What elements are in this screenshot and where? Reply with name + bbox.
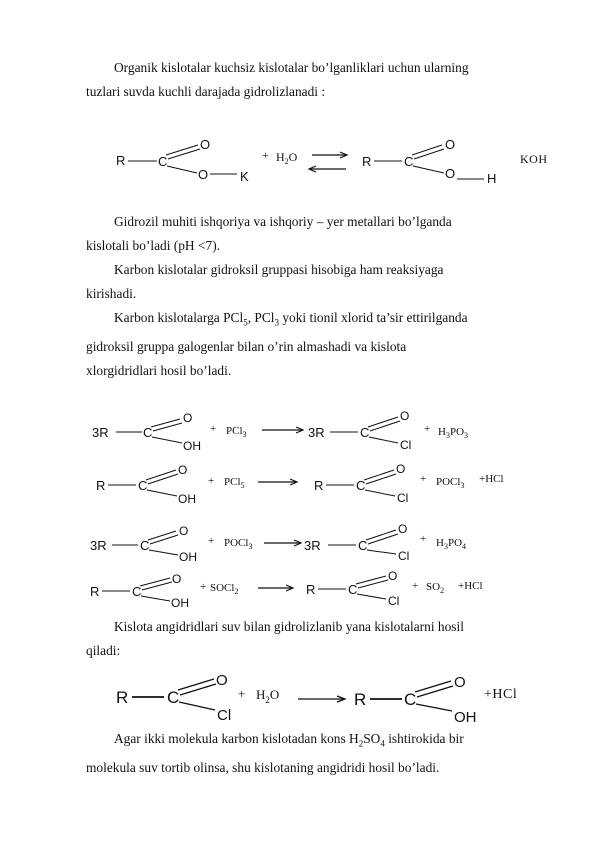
product: $SO_2$ [426,581,445,595]
atom-label: R [306,582,316,597]
atom-label: C [132,584,142,599]
reaction-arrow [264,540,301,546]
plus-sign: + [238,686,246,701]
reagent: POCl$_3$ [224,537,253,551]
atom-label: 3R [90,538,107,553]
text-line: xlorgidridlari hosil bo’ladi. [86,362,232,378]
reaction-arrow [298,696,345,702]
atom-label: OH [179,550,197,564]
atom-label: H [487,171,497,186]
atom-label: R [354,690,367,709]
paragraph-halogenation [86,306,548,382]
atom-label: O [454,674,466,691]
atom-label: R [96,478,106,493]
atom-label: R [90,584,100,599]
plus-sign: + [200,581,207,593]
atom-label: C [158,154,168,169]
atom-label: Cl [397,491,409,505]
atom-label: R [362,154,372,169]
text-line: Kislota angidridlari suv bilan gidrolizlanib yana kislotalarni hosil [114,619,464,634]
atom-label: O [198,167,209,182]
text-line: kirishadi. [86,285,137,301]
text-line: kislotali bo’ladi (pH <7). [86,237,220,253]
equilibrium-arrow [309,152,347,172]
text-line: Organik kislotalar kuchsiz kislotalar bo’lganliklari uchun ularning [114,60,469,75]
product-hcl: +HCl [479,473,504,485]
plus-sign: + [420,533,427,545]
plus-sign: + [424,423,431,435]
atom-label: O [200,137,211,152]
plus-sign: + [262,148,269,162]
atom-label: O [396,462,406,476]
paragraph-hydroxyl [86,258,548,305]
text-line: Karbon kislotalar gidroksil gruppasi hisobiga ham reaksiyaga [114,262,444,277]
atom-label: C [143,425,153,440]
atom-label: K [240,169,249,184]
product-koh: KOH [520,152,548,166]
text-line: tuzlari suvda kuchli darajada gidrolizlanadi : [86,83,326,99]
reagent-water: $H_2O$ [256,687,280,705]
paragraph-medium [86,210,548,257]
atom-label: 3R [308,425,325,440]
product: POCl$_3$ [436,476,465,490]
atom-label: 3R [92,425,109,440]
product: $H_3PO_4$ [436,537,467,551]
atom-label: C [404,690,417,709]
atom-label: OH [178,492,196,506]
text-line: Gidrozil muhiti ishqoriya va ishqoriy – yer metallari bo’lganda [114,214,452,229]
atom-label: C [360,425,370,440]
atom-label: Cl [398,549,410,563]
paragraph-anhydride-formation [86,727,548,780]
atom-label: O [178,463,188,477]
reagent-water: $H_2O$ [276,150,298,166]
atom-label: O [388,569,398,583]
reaction-socl2 [0,570,595,615]
atom-label: O [183,411,193,425]
plus-sign: + [208,535,215,547]
atom-label: O [400,409,410,423]
reaction-pcl5 [0,458,595,506]
reagent: PCl$_5$ [224,476,245,490]
atom-label: 3R [304,538,321,553]
text-line: gidroksil gruppa galogenlar bilan o’rin almashadi va kislota [86,339,407,355]
reaction-salt-hydrolysis [0,135,595,190]
reaction-arrow [258,585,293,591]
atom-label: C [404,154,414,169]
product-hcl: +HCl [458,580,483,592]
reaction-arrow [258,479,297,485]
atom-label: O [172,572,182,586]
paragraph-hydrolysis-intro [86,56,548,103]
plus-sign: + [420,473,427,485]
atom-label: R [116,153,126,168]
atom-label: O [179,524,189,538]
plus-sign: + [412,580,419,592]
atom-label: C [358,538,368,553]
reagent: SOCl$_2$ [210,582,239,596]
reaction-pocl3 [0,520,595,565]
atom-label: OH [454,709,477,726]
atom-label: C [356,478,366,493]
atom-label: C [167,688,180,707]
text-line: molekula suv tortib olinsa, shu kislotaning angidridi hosil bo’ladi. [86,760,440,776]
atom-label: R [314,478,324,493]
atom-label: OH [183,439,201,453]
atom-label: O [216,672,228,689]
plus-sign: + [210,423,217,435]
atom-label: Cl [400,438,412,452]
product: $H_3PO_3$ [438,426,469,440]
reagent: PCl$_3$ [226,425,247,439]
reaction-pcl3 [0,405,595,453]
atom-label: OH [171,596,189,610]
atom-label: O [445,166,456,181]
reaction-acyl-chloride-hydrolysis [0,668,595,726]
text-line: qiladi: [86,642,121,658]
atom-label: C [140,538,150,553]
text-line: Agar ikki molekula karbon kislotadan kons $H_2SO_4$ ishtirokida bir [114,731,464,749]
atom-label: C [348,582,358,597]
reaction-arrow [262,427,303,433]
atom-label: O [398,522,408,536]
atom-label: R [116,688,129,707]
plus-sign: + [208,475,215,487]
product-hcl: +HCl [484,687,518,702]
text-line: Karbon kislotalarga PCl$_5$, PCl$_3$ yoki tionil xlorid ta’sir ettirilganda [114,310,468,328]
paragraph-anhydride-hydrolysis [86,615,548,662]
atom-label: Cl [388,594,400,608]
atom-label: Cl [217,707,232,724]
atom-label: C [138,478,148,493]
atom-label: O [445,137,456,152]
